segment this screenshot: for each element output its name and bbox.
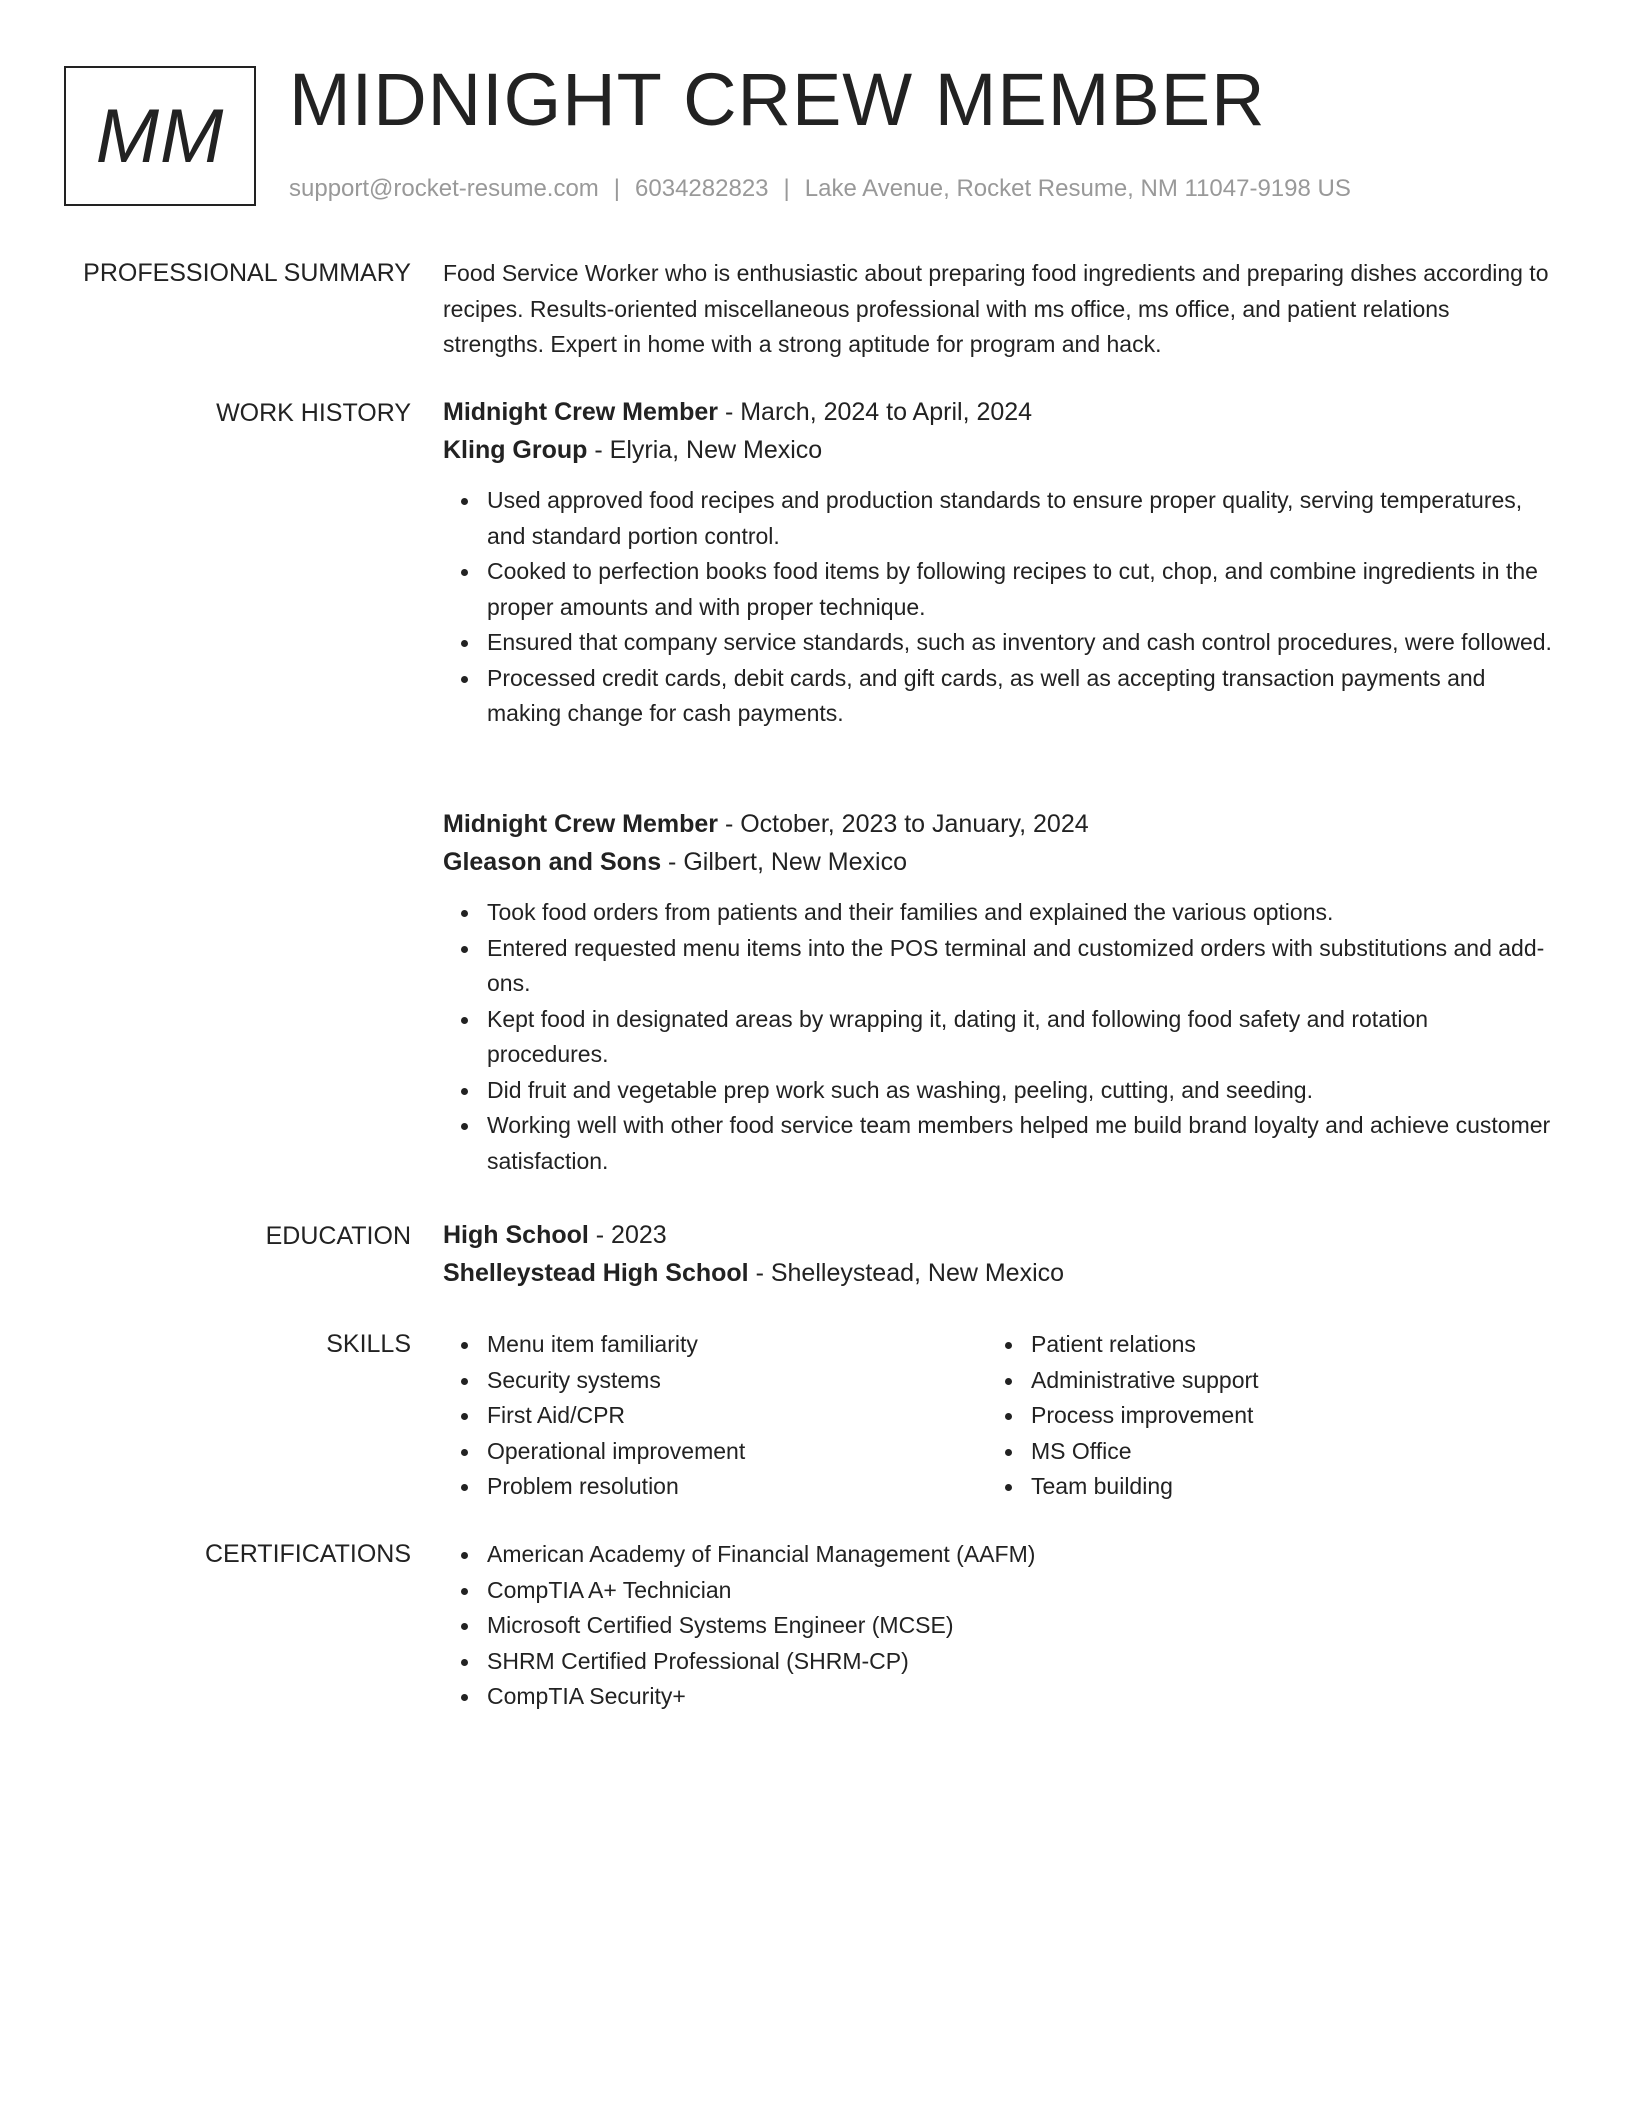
education-year: - 2023 (588, 1221, 667, 1249)
skills-label: SKILLS (326, 1330, 411, 1358)
monogram-box (64, 66, 256, 206)
summary-section (443, 256, 1553, 363)
list-item: Entered requested menu items into the POS terminal and customized orders with substitutions and add-ons. (487, 931, 1553, 1002)
job-title: Midnight Crew Member (443, 398, 719, 426)
list-item: Cooked to perfection books food items by following recipes to cut, chop, and combine ingredients in the proper amounts and with proper technique. (487, 554, 1553, 625)
job-dates: - October, 2023 to January, 2024 (718, 810, 1089, 838)
contact-line (289, 172, 1351, 206)
list-item: Kept food in designated areas by wrapping it, dating it, and following food safety and rotation procedures. (487, 1002, 1553, 1073)
list-item: CompTIA Security+ (487, 1679, 1553, 1715)
certifications-section (443, 1537, 1553, 1715)
list-item: Used approved food recipes and production standards to ensure proper quality, serving temperatures, and standard portion control. (487, 483, 1553, 554)
contact-separator: | (783, 175, 790, 202)
job-title-line (443, 806, 1553, 844)
list-item: Patient relations (1031, 1327, 1531, 1363)
job-bullets (443, 483, 1553, 732)
job-dates: - March, 2024 to April, 2024 (718, 398, 1033, 426)
certifications-list (443, 1537, 1553, 1715)
job-bullets (443, 895, 1553, 1179)
list-item: Administrative support (1031, 1363, 1531, 1399)
job-company: Kling Group (443, 435, 588, 464)
candidate-name: MIDNIGHT CREW MEMBER (289, 58, 1266, 141)
education-label: EDUCATION (265, 1222, 411, 1250)
certifications-label: CERTIFICATIONS (204, 1540, 411, 1568)
education-location: - Shelleystead, New Mexico (748, 1258, 1065, 1287)
job-title: Midnight Crew Member (443, 810, 719, 838)
skills-column-left (443, 1327, 987, 1505)
job-title-line (443, 394, 1553, 432)
list-item: Process improvement (1031, 1398, 1531, 1434)
education-school-line (443, 1255, 1553, 1293)
education-degree-line (443, 1217, 1553, 1255)
list-item: SHRM Certified Professional (SHRM-CP) (487, 1644, 1553, 1680)
list-item: Processed credit cards, debit cards, and gift cards, as well as accepting transaction payments and making change for cash payments. (487, 661, 1553, 732)
job-entry (443, 806, 1553, 1179)
education-section (443, 1217, 1553, 1292)
list-item: American Academy of Financial Management (AAFM) (487, 1537, 1553, 1573)
list-item: MS Office (1031, 1434, 1531, 1470)
list-item: Problem resolution (487, 1469, 987, 1505)
contact-email: support@rocket-resume.com (289, 175, 599, 202)
list-item: First Aid/CPR (487, 1398, 987, 1434)
job-location: - Elyria, New Mexico (587, 435, 823, 464)
contact-address: Lake Avenue, Rocket Resume, NM 11047-9198 US (804, 175, 1351, 202)
contact-separator: | (613, 175, 621, 202)
list-item: Ensured that company service standards, such as inventory and cash control procedures, were followed. (487, 625, 1553, 661)
job-company-line (443, 844, 1553, 882)
job-location: - Gilbert, New Mexico (661, 847, 907, 876)
list-item: Menu item familiarity (487, 1327, 987, 1363)
skills-list (987, 1327, 1531, 1505)
list-item: Operational improvement (487, 1434, 987, 1470)
list-item: Team building (1031, 1469, 1531, 1505)
skills-grid (443, 1327, 1553, 1505)
job-company: Gleason and Sons (443, 847, 662, 876)
list-item: Working well with other food service team members helped me build brand loyalty and achieve customer satisfaction. (487, 1108, 1553, 1179)
list-item: Took food orders from patients and their families and explained the various options. (487, 895, 1553, 931)
monogram-initials: MM (95, 93, 225, 179)
list-item: Did fruit and vegetable prep work such as washing, peeling, cutting, and seeding. (487, 1073, 1553, 1109)
summary-text: Food Service Worker who is enthusiastic about preparing food ingredients and preparing dishes according to recipes. Results-oriented miscellaneous professional with ms office, ms office, and patient relations strengths. Expert in home with a strong aptitude for program and hack. (443, 260, 1549, 357)
list-item: Microsoft Certified Systems Engineer (MCSE) (487, 1608, 1553, 1644)
skills-list (443, 1327, 987, 1505)
skills-section (443, 1327, 1553, 1505)
job-entry (443, 394, 1553, 732)
education-degree: High School (443, 1221, 589, 1249)
education-school: Shelleystead High School (443, 1258, 749, 1287)
work-history-label: WORK HISTORY (216, 399, 411, 427)
list-item: CompTIA A+ Technician (487, 1573, 1553, 1609)
contact-phone: 6034282823 (635, 175, 769, 202)
job-company-line (443, 432, 1553, 470)
list-item: Security systems (487, 1363, 987, 1399)
summary-label: PROFESSIONAL SUMMARY (83, 259, 411, 287)
skills-column-right (987, 1327, 1531, 1505)
